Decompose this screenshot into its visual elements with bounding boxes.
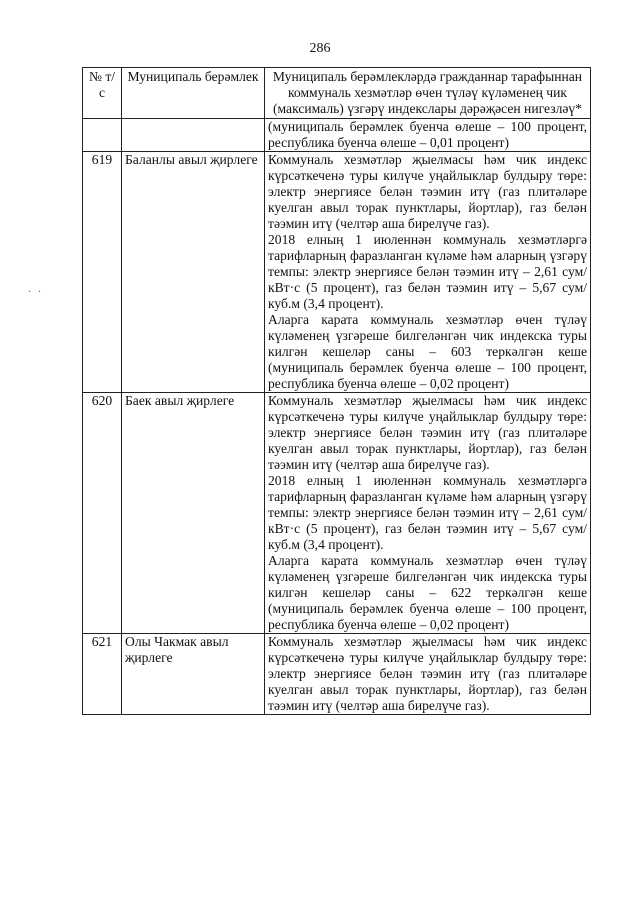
row-number: 619 (83, 152, 122, 393)
description-paragraph: Коммуналь хезмәтләр җыелмасы һәм чик индекс күрсәткеченә туры килүче уңайлыклар булдыру төре: электр энергиясе белән тәэмин итү (газ плитәләре куелган авыл торак пунктлары, йортлар), газ белән тәэмин итү (челтәр аша бирелүче газ). (268, 152, 587, 231)
header-description-text: Муниципаль берәмлекләрдә гражданнар тарафыннан коммуналь хезмәтләр өчен түләү күләменең чик (максималь) үзгәрү индекслары дәрәҗәсен нигезләү* (272, 69, 583, 116)
document-table (82, 67, 591, 715)
table-row (83, 119, 591, 152)
scan-artifact: · · (28, 287, 44, 298)
row-municipality: Олы Чакмак авыл җирлеге (122, 634, 265, 715)
description-paragraph: Аларга карата коммуналь хезмәтләр өчен түләү күләменең үзгәреше билгеләнгән чик индекска туры килгән кешеләр саны – 622 теркәлгән кеше (муниципаль берәмлек буенча өлеше – 100 процент, республика буенча өлеше – 0,02 процент) (268, 553, 587, 632)
row-description (265, 393, 591, 634)
row-description (265, 152, 591, 393)
table-row (83, 634, 591, 715)
description-paragraph: (муниципаль берәмлек буенча өлеше – 100 процент, республика буенча өлеше – 0,01 процент) (268, 119, 587, 150)
row-number (83, 119, 122, 152)
header-municipality: Муниципаль берәмлек (122, 68, 265, 119)
row-number: 621 (83, 634, 122, 715)
table-header-row (83, 68, 591, 119)
page-number: 286 (309, 41, 331, 56)
description-paragraph: Коммуналь хезмәтләр җыелмасы һәм чик индекс күрсәткеченә туры килүче уңайлыклар булдыру төре: электр энергиясе белән тәэмин итү (газ плитәләре куелган авыл торак пунктлары, йортлар), газ белән тәэмин итү (челтәр аша бирелүче газ). (268, 634, 587, 713)
row-number: 620 (83, 393, 122, 634)
row-description (265, 634, 591, 715)
header-num: № т/с (83, 68, 122, 119)
description-paragraph: 2018 елның 1 июленнән коммуналь хезмәтләргә тарифларның фаразланган күләме һәм аларның үзгәрү темпы: электр энергиясе белән тәэмин итү – 2,61 сум/кВт·с (5 процент), газ белән тәэмин итү – 5,67 сум/куб.м (3,4 процент). (268, 473, 587, 552)
description-paragraph: 2018 елның 1 июленнән коммуналь хезмәтләргә тарифларның фаразланган күләме һәм аларның үзгәрү темпы: электр энергиясе белән тәэмин итү – 2,61 сум/кВт·с (5 процент), газ белән тәэмин итү – 5,67 сум/куб.м (3,4 процент). (268, 232, 587, 311)
table-row (83, 393, 591, 634)
header-description (265, 68, 591, 119)
row-municipality: Баек авыл җирлеге (122, 393, 265, 634)
row-municipality (122, 119, 265, 152)
row-municipality: Баланлы авыл җирлеге (122, 152, 265, 393)
description-paragraph: Коммуналь хезмәтләр җыелмасы һәм чик индекс күрсәткеченә туры килүче уңайлыклар булдыру төре: электр энергиясе белән тәэмин итү (газ плитәләре куелган авыл торак пунктлары, йортлар), газ белән тәэмин итү (челтәр аша бирелүче газ). (268, 393, 587, 472)
table-body (83, 119, 591, 715)
description-paragraph: Аларга карата коммуналь хезмәтләр өчен түләү күләменең үзгәреше билгеләнгән чик индекска туры килгән кешеләр саны – 603 теркәлгән кеше (муниципаль берәмлек буенча өлеше – 100 процент, республика буенча өлеше – 0,02 процент) (268, 312, 587, 391)
table-row (83, 152, 591, 393)
row-description (265, 119, 591, 152)
